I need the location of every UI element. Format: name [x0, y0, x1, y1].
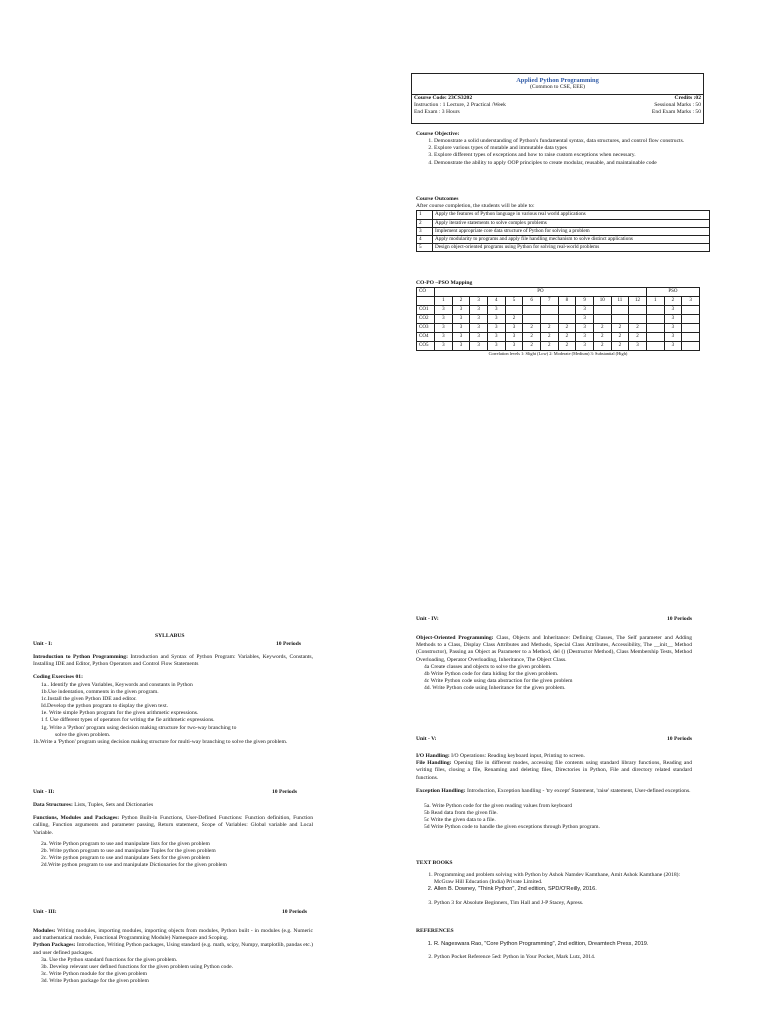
instruction: Instruction : 1 Lecture, 2 Practical /Week — [414, 102, 506, 109]
po-value: 3 — [576, 306, 594, 315]
pso-value — [682, 324, 700, 333]
end-exam: End Exam : 3 Hours — [414, 109, 460, 116]
modules-body: Writing modules, importing modules, importing objects from modules, Python built - in modules (e.g. Numeric and mathematical module, Functional Programming Module) Namespace and Scoping. — [33, 928, 313, 942]
unit-2 — [33, 789, 313, 869]
pso-value — [682, 315, 700, 324]
exercise-item: 3d. Write Python package for the given problem — [41, 978, 149, 985]
po-value: 3 — [470, 324, 488, 333]
po-number: 7 — [540, 297, 558, 306]
pso-value — [646, 306, 664, 315]
po-number: 10 — [593, 297, 611, 306]
po-value: 3 — [435, 342, 453, 351]
pso-value — [646, 315, 664, 324]
exercise-item: 1e. Write simple Python program for the given arithmetic expressions. — [41, 710, 199, 717]
co-label: CO2 — [417, 315, 435, 324]
table-row — [417, 306, 700, 315]
po-value: 2 — [593, 324, 611, 333]
co-text: Design object-oriented programs using Python for solving real-world problems — [433, 244, 710, 252]
unit-heading: Introduction to Python Programming: — [33, 654, 128, 661]
po-value: 3 — [487, 306, 505, 315]
pso-number: 3 — [682, 297, 700, 306]
references — [416, 928, 692, 961]
unit-periods: 10 Periods — [271, 789, 297, 795]
po-number: 8 — [558, 297, 576, 306]
text-books — [416, 860, 692, 907]
exercise-item: 4a Create classes and objects to solve the given problem. — [424, 663, 552, 670]
file-body: Opening file in different modes, accessing file contents using standard library functions, Reading and writing files, closing a file, Renaming and deleting files, Directories in Python, File and directory related standard functions. — [416, 760, 692, 781]
oop-heading: Object-Oriented Programming: — [416, 635, 494, 642]
pso-value — [682, 306, 700, 315]
po-value — [558, 315, 576, 324]
unit-label: Unit - I: — [33, 641, 53, 647]
po-value: 2 — [558, 333, 576, 342]
po-value: 2 — [593, 342, 611, 351]
po-value: 3 — [576, 324, 594, 333]
co-number: 4 — [417, 235, 433, 243]
co-po-mapping — [416, 280, 710, 357]
exercise-item: 5b Read data from the given file. — [424, 810, 498, 817]
po-value — [558, 306, 576, 315]
unit-periods: 10 Periods — [275, 641, 301, 647]
mapping-number-row — [417, 297, 700, 306]
unit-periods: 10 Periods — [281, 909, 307, 915]
exercise-item: 1a.. Identify the given Variables, Keywords and constants in Python — [41, 681, 193, 688]
table-row — [417, 219, 710, 227]
co-label: CO1 — [417, 306, 435, 315]
po-value: 3 — [435, 306, 453, 315]
po-value — [629, 306, 647, 315]
po-value: 3 — [452, 315, 470, 324]
co-text: Implement appropriate core data structure of Python for solving a problem — [433, 227, 710, 235]
po-value: 3 — [487, 315, 505, 324]
exception-heading: Exception Handling: — [416, 787, 466, 794]
po-value: 3 — [435, 315, 453, 324]
po-value: 2 — [629, 324, 647, 333]
po-value — [540, 306, 558, 315]
exercise-item: 4d. Write Python code using Inheritance for the given problem. — [424, 685, 566, 692]
textbook-item: 3. Python 3 for Absolute Beginners, Tim Hall and J-P Stacey, Apress. — [434, 900, 692, 907]
exercise-item: 5c Write the given data to a file. — [424, 817, 496, 824]
exercise-item: 2b. Write python program to use and manipulate Tuples for the given problem — [41, 847, 216, 854]
exercise-item: 2d.Write python program to use and manipulate Dictionaries for the given problem — [41, 862, 227, 869]
po-value — [540, 315, 558, 324]
po-value: 2 — [629, 333, 647, 342]
co-text: Apply modularity to programs and apply file handling mechanism to solve distinct applications — [433, 235, 710, 243]
unit-periods: 10 Periods — [666, 616, 692, 622]
po-value: 3 — [470, 342, 488, 351]
po-value — [505, 306, 523, 315]
co-text: Apply iterative statements to solve complex problems — [433, 219, 710, 227]
objective-item: 3. Explore different types of exceptions and how to raise custom exceptions when necessary. — [434, 152, 700, 159]
course-header-box — [411, 73, 704, 124]
end-exam-marks: End Exam Marks : 50 — [651, 109, 701, 116]
po-value: 2 — [540, 342, 558, 351]
mapping-table — [416, 287, 700, 351]
po-number: 4 — [487, 297, 505, 306]
outcomes-intro: After course completion, the students will be able to: — [416, 203, 535, 210]
syllabus-title: SYLLABUS — [155, 633, 185, 639]
exercise-item: 2a. Write Python program to use and manipulate lists for the given problem — [41, 840, 210, 847]
file-heading: File Handling: — [416, 760, 452, 767]
pso-value — [646, 324, 664, 333]
po-value: 2 — [558, 342, 576, 351]
po-number: 5 — [505, 297, 523, 306]
po-value: 3 — [470, 315, 488, 324]
po-number: 1 — [435, 297, 453, 306]
co-number: 5 — [417, 244, 433, 252]
po-value: 3 — [452, 324, 470, 333]
modules-heading: Modules: — [33, 928, 56, 935]
po-number: 6 — [523, 297, 541, 306]
course-subtitle: (Common to CSE, EEE) — [529, 84, 585, 90]
po-value: 3 — [452, 306, 470, 315]
exercise-item: 4c Write Python code using data abstraction for the given problem — [424, 678, 573, 685]
co-number: 2 — [417, 219, 433, 227]
unit-label: Unit - II: — [33, 789, 55, 795]
unit-label: Unit - V: — [416, 736, 437, 742]
po-value: 3 — [435, 324, 453, 333]
pso-header: PSO — [646, 288, 699, 297]
unit-label: Unit - III: — [33, 909, 57, 915]
reference-item: 1. R. Nageswara Rao, "Core Python Programming", 2nd edition, Dreamtech Press, 2019. — [434, 941, 692, 948]
exercise-item: 3a. Use the Python standard functions for the given problem. — [41, 956, 178, 963]
exercise-item: 1h.Write a 'Python' program using decision making structure for multi-way branching to solve the given problem. — [33, 738, 288, 745]
reference-item: 2. Python Pocket Reference 5ed: Python in Your Pocket, Mark Lutz, 2014. — [434, 954, 692, 961]
ds-body: Lists, Tuples, Sets and Dictionaries — [74, 802, 154, 809]
io-heading: I/O Handling: — [416, 753, 450, 760]
outcomes-table — [416, 210, 710, 252]
po-value: 3 — [576, 342, 594, 351]
references-heading: REFERENCES — [416, 928, 454, 934]
po-value: 3 — [576, 333, 594, 342]
po-value: 3 — [452, 333, 470, 342]
table-row — [417, 235, 710, 243]
textbook-item: 2. Allen B. Downey, "Think Python", 2nd edition, SPD/O'Reilly, 2016. — [434, 886, 692, 893]
po-value — [593, 306, 611, 315]
pso-value: 3 — [664, 333, 682, 342]
exercise-heading: Coding Exercises 01: — [33, 674, 83, 681]
po-value: 3 — [576, 315, 594, 324]
po-number: 3 — [470, 297, 488, 306]
pso-value: 3 — [664, 324, 682, 333]
po-number: 11 — [611, 297, 629, 306]
table-row — [417, 244, 710, 252]
po-value — [523, 306, 541, 315]
outcomes-heading: Course Outcomes — [416, 196, 459, 202]
course-outcomes — [416, 196, 710, 252]
pso-value — [682, 333, 700, 342]
pso-value: 3 — [664, 306, 682, 315]
table-row — [417, 324, 700, 333]
po-value: 3 — [487, 324, 505, 333]
objective-item: 2. Explore various types of mutable and immutable data types — [434, 145, 700, 152]
textbooks-heading: TEXT BOOKS — [416, 860, 453, 866]
mapping-header-row — [417, 288, 700, 297]
exercise-item: Id.Develop the python program to display the given text. — [41, 703, 169, 710]
unit-3 — [33, 909, 313, 985]
co-header: CO — [417, 288, 435, 297]
unit-periods: 10 Periods — [666, 736, 692, 742]
po-value: 3 — [629, 342, 647, 351]
unit-body: Introduction and Syntax of Python Program: Variables, Keywords, Constants, Installing IDE and Editor, Python Operators and Control Flow Statements — [33, 654, 313, 668]
po-value: 2 — [593, 333, 611, 342]
po-value: 3 — [487, 342, 505, 351]
exercise-item: 1c.Install the given Python IDE and editor. — [41, 695, 137, 702]
exercise-item: 5a. Write Python code for the given reading values from keyboard — [424, 802, 573, 809]
po-value: 3 — [505, 342, 523, 351]
textbook-item: 1. Programming and problem solving with Python by Ashok Namdev Kamthane, Amit Ashok Kamthane (2018): McGraw Hill Education (India) Private Limited. — [434, 872, 692, 886]
po-number: 9 — [576, 297, 594, 306]
fm-heading: Functions, Modules and Packages: — [33, 815, 120, 822]
co-label: CO4 — [417, 333, 435, 342]
table-row — [417, 211, 710, 219]
exercise-item: 2c. Write python program to use and manipulate Sets for the given problem — [41, 855, 210, 862]
table-row — [417, 333, 700, 342]
exercise-item: 5d Write Python code to handle the given exceptions through Python program. — [424, 824, 600, 831]
po-value: 2 — [611, 324, 629, 333]
co-text: Apply the features of Python language in various real world applications — [433, 211, 710, 219]
exercise-item: 3b. Develop relevant user defined functions for the given problem using Python code. — [41, 963, 234, 970]
packages-heading: Python Packages: — [33, 942, 76, 949]
exception-body: Introduction, Exception handling - 'try except' Statement, 'raise' statement, User-defined exceptions. — [466, 787, 691, 794]
po-value: 2 — [611, 342, 629, 351]
co-number: 1 — [417, 211, 433, 219]
po-value — [593, 315, 611, 324]
po-value: 3 — [470, 333, 488, 342]
pso-value: 3 — [664, 342, 682, 351]
po-value: 3 — [505, 324, 523, 333]
po-value: 2 — [611, 333, 629, 342]
po-value: 2 — [523, 333, 541, 342]
po-value: 3 — [435, 333, 453, 342]
po-value — [611, 315, 629, 324]
po-header: PO — [435, 288, 647, 297]
po-value — [611, 306, 629, 315]
pso-number: 1 — [646, 297, 664, 306]
exercise-item: solve the given problem. — [55, 731, 111, 738]
unit-4 — [416, 616, 692, 692]
pso-value: 3 — [664, 315, 682, 324]
io-body: I/O Operations: Reading keyboard input, Printing to screen. — [451, 753, 585, 760]
po-value: 3 — [470, 306, 488, 315]
course-code: Course Code: 23CS3202 — [414, 95, 473, 102]
unit-5 — [416, 736, 692, 832]
exercise-item: 1b.Use indentation, comments in the given program. — [41, 688, 159, 695]
ds-heading: Data Structures: — [33, 802, 73, 809]
table-row — [417, 342, 700, 351]
co-label: CO3 — [417, 324, 435, 333]
co-number: 3 — [417, 227, 433, 235]
course-objective — [416, 131, 700, 167]
objective-heading: Course Objective: — [416, 131, 460, 137]
po-number: 12 — [629, 297, 647, 306]
exercise-item: 1g. Write a 'Python' program using decision making structure for two-way branching to — [41, 724, 237, 731]
po-number: 2 — [452, 297, 470, 306]
po-value: 2 — [540, 333, 558, 342]
unit-1 — [33, 641, 313, 746]
fm-body: Python Built-in Functions, User-Defined Functions: Function definition, Function calling, Function arguments and parameter passing, Return statement, Scope of Variables: Global variable and Local Variable. — [33, 815, 314, 836]
exercise-item: 1 f. Use different types of operators for writing the fie arithmetic expressions. — [41, 717, 215, 724]
po-value: 2 — [558, 324, 576, 333]
packages-body: Introduction, Writing Python packages, Using standard (e.g. math, scipy, Numpy, matplotlib, pandas etc.) and user defined packages. — [33, 942, 313, 956]
oop-body: Class, Objects and Inheritance: Defining Classes, The Self parameter and Adding Methods to a Class, Display Class Attributes and Methods, Special Class Attributes, Accessibility, The __init__ Method (Constructor), Passing an Object as Parameter to a Method, del () (Destructor Method), Class Membership Tests, Method Overloading, Operator Overloading, Inheritance, The Object Class. — [416, 635, 692, 663]
pso-number: 2 — [664, 297, 682, 306]
unit-label: Unit - IV: — [416, 616, 439, 622]
sessional-marks: Sessional Marks : 50 — [654, 102, 701, 109]
pso-value — [646, 342, 664, 351]
po-value — [523, 315, 541, 324]
objective-item: 4. Demonstrate the ability to apply OOP principles to create modular, reusable, and maintainable code — [434, 160, 700, 167]
exercise-item: 4b Write Python code for data hiding for the given problem. — [424, 670, 559, 677]
table-row — [417, 315, 700, 324]
exercise-item: 3c. Write Python module for the given problem — [41, 971, 147, 978]
po-value: 2 — [523, 342, 541, 351]
po-value: 2 — [540, 324, 558, 333]
pso-value — [646, 333, 664, 342]
po-value: 3 — [487, 333, 505, 342]
po-value: 2 — [523, 324, 541, 333]
credits: Credits :02 — [674, 95, 701, 102]
mapping-heading: CO-PO –PSO Mapping — [416, 280, 473, 286]
objective-item: 1. Demonstrate a solid understanding of Python's fundamental syntax, data structures, and control flow constructs. — [434, 138, 700, 145]
co-label: CO5 — [417, 342, 435, 351]
pso-value — [682, 342, 700, 351]
blank-cell — [417, 297, 435, 306]
course-title: Applied Python Programming — [516, 77, 599, 84]
po-value: 3 — [452, 342, 470, 351]
po-value — [629, 315, 647, 324]
correlation-note: Correlation levels 1: Slight (Low) 2: Moderate (Medium) 3: Substantial (High) — [488, 351, 628, 357]
po-value: 3 — [505, 333, 523, 342]
table-row — [417, 227, 710, 235]
po-value: 2 — [505, 315, 523, 324]
